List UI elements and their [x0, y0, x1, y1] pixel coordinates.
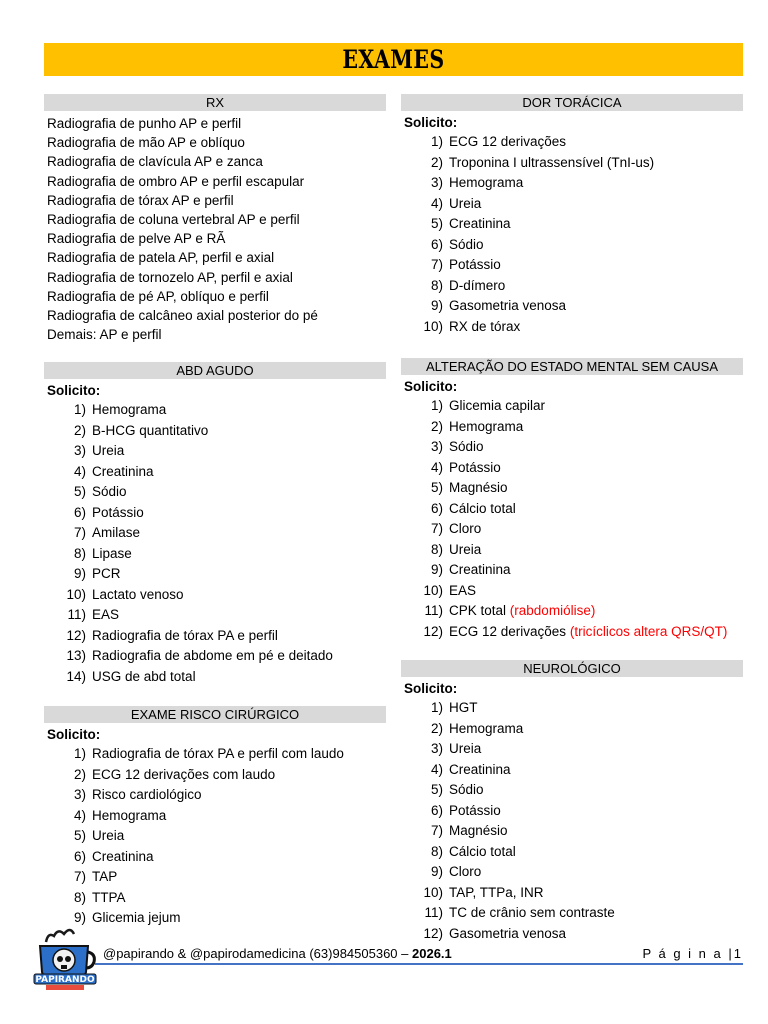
list-item — [401, 581, 743, 602]
list-item: Radiografia de mão AP e oblíquo — [47, 135, 245, 151]
item-text: Lipase — [92, 545, 132, 561]
item-text: PCR — [92, 566, 121, 581]
list-item — [401, 842, 743, 863]
item-number: 3) — [430, 439, 443, 454]
solicito-label: Solicito: — [47, 727, 101, 742]
list-item — [44, 626, 386, 647]
rx-list — [44, 114, 386, 344]
list-item — [401, 883, 743, 904]
item-number: 5) — [430, 216, 443, 231]
page-title: EXAMES — [342, 45, 445, 74]
footer — [95, 944, 743, 964]
item-number: 6) — [430, 236, 443, 252]
list-item — [401, 719, 743, 740]
item-number: 5) — [430, 782, 443, 797]
list-item — [401, 499, 743, 520]
item-text: Creatinina — [92, 848, 154, 864]
papirando-logo — [32, 922, 98, 994]
item-note: (rabdomiólise) — [509, 603, 596, 618]
item-number: 7) — [430, 257, 443, 272]
item-number: 10) — [66, 586, 86, 602]
list-item — [401, 903, 743, 924]
list-item — [44, 523, 386, 544]
list-item: Radiografia de tórax AP e perfil — [47, 192, 234, 208]
section-header-risco-cirurgico: EXAME RISCO CIRÚRGICO — [44, 706, 386, 723]
list-item — [44, 867, 386, 888]
list-item — [401, 698, 743, 719]
page-number — [642, 944, 743, 964]
item-number: 2) — [430, 154, 443, 170]
item-number: 8) — [430, 277, 443, 293]
item-text: Creatinina — [449, 562, 511, 577]
item-text: Hemograma — [92, 402, 167, 417]
item-text: Creatinina — [92, 463, 154, 479]
item-number: 6) — [73, 848, 86, 864]
item-text: Ureia — [449, 741, 482, 756]
item-number: 10) — [423, 318, 443, 334]
item-text: ECG 12 derivações — [449, 134, 567, 149]
item-text: Sódio — [449, 782, 484, 797]
item-number: 7) — [430, 521, 443, 536]
list-item: Radiografia de tornozelo AP, perfil e axial — [47, 269, 293, 285]
list-item: Radiografia de pelve AP e RÃ — [47, 231, 226, 247]
item-number: 9) — [430, 298, 443, 313]
item-number: 2) — [430, 720, 443, 736]
list-item — [44, 544, 386, 565]
item-number: 7) — [430, 823, 443, 838]
item-text: Hemograma — [449, 175, 524, 190]
item-text: Ureia — [92, 443, 125, 458]
list-item — [401, 739, 743, 760]
list-item — [401, 396, 743, 417]
list-item: Radiografia de punho AP e perfil — [47, 116, 242, 131]
item-number: 13) — [66, 648, 86, 663]
list-item — [44, 400, 386, 421]
list-item — [44, 605, 386, 626]
item-text: Gasometria venosa — [449, 925, 567, 941]
item-text: Ureia — [92, 828, 125, 843]
item-text: Hemograma — [449, 418, 524, 434]
item-number: 3) — [430, 741, 443, 756]
list-item — [401, 296, 743, 317]
item-number: 9) — [73, 910, 86, 925]
list-item — [44, 564, 386, 585]
solicito-label: Solicito: — [404, 681, 458, 696]
list-item: Radiografia de clavícula AP e zanca — [47, 154, 263, 170]
item-text: Cálcio total — [449, 500, 516, 516]
item-number: 14) — [66, 668, 86, 684]
item-number: 4) — [73, 463, 86, 479]
list-item — [401, 214, 743, 235]
item-number: 6) — [73, 504, 86, 520]
list-item — [401, 780, 743, 801]
list-item — [44, 826, 386, 847]
item-number: 9) — [73, 566, 86, 581]
skull-coffee-logo-icon — [32, 922, 98, 994]
list-item — [401, 622, 743, 643]
page-separator: | — [728, 946, 734, 961]
item-number: 1) — [430, 398, 443, 413]
item-text: Radiografia de abdome em pé e deitado — [92, 648, 333, 663]
item-number: 3) — [430, 175, 443, 190]
list-item: Radiografia de patela AP, perfil e axial — [47, 250, 275, 266]
section-header-estado-mental: ALTERAÇÃO DO ESTADO MENTAL SEM CAUSA — [401, 358, 743, 375]
item-number: 4) — [430, 459, 443, 475]
item-text: Hemograma — [449, 720, 524, 736]
list-item — [44, 667, 386, 688]
item-text: Amilase — [92, 525, 141, 540]
list-item — [44, 888, 386, 909]
list-item — [401, 235, 743, 256]
item-note: (tricíclicos altera QRS/QT) — [569, 623, 728, 639]
list-item: Radiografia de coluna vertebral AP e perfil — [47, 211, 300, 227]
list-item — [401, 760, 743, 781]
item-number: 1) — [430, 134, 443, 149]
right-column — [401, 94, 743, 944]
section-abd-agudo — [44, 362, 386, 706]
list-item — [401, 276, 743, 297]
item-text: Cloro — [449, 864, 482, 879]
item-number: 6) — [430, 802, 443, 818]
item-number: 7) — [73, 869, 86, 884]
item-text: CPK total — [449, 603, 507, 618]
item-text: B-HCG quantitativo — [92, 422, 209, 438]
list-item — [401, 132, 743, 153]
item-text: TC de crânio sem contraste — [449, 905, 615, 920]
item-number: 1) — [430, 700, 443, 715]
list-item — [401, 601, 743, 622]
item-number: 4) — [430, 195, 443, 211]
list-item — [44, 585, 386, 606]
item-text: Lactato venoso — [92, 586, 184, 602]
list-item: Radiografia de ombro AP e perfil escapular — [47, 173, 305, 189]
section-dor-toracica — [401, 94, 743, 358]
left-column — [44, 94, 386, 929]
item-number: 8) — [73, 545, 86, 561]
item-number: 3) — [73, 787, 86, 802]
footer-year: 2026.1 — [412, 946, 452, 961]
mental-list — [401, 396, 743, 642]
item-text: Sódio — [92, 484, 127, 499]
neuro-list — [401, 698, 743, 944]
list-item — [401, 317, 743, 338]
item-number: 10) — [423, 884, 443, 900]
item-text: Risco cardiológico — [92, 787, 202, 802]
item-number: 9) — [430, 864, 443, 879]
list-item — [44, 421, 386, 442]
item-text: ECG 12 derivações — [449, 623, 567, 639]
item-text: ECG 12 derivações com laudo — [92, 766, 276, 782]
item-number: 9) — [430, 562, 443, 577]
item-text: Hemograma — [92, 807, 167, 823]
item-text: TAP — [92, 869, 118, 884]
section-header-abd-agudo: ABD AGUDO — [44, 362, 386, 379]
list-item — [401, 801, 743, 822]
list-item — [401, 540, 743, 561]
list-item: Demais: AP e perfil — [47, 327, 162, 343]
item-number: 4) — [430, 761, 443, 777]
section-rx — [44, 94, 386, 362]
list-item — [44, 646, 386, 667]
list-item — [401, 173, 743, 194]
item-text: Magnésio — [449, 823, 508, 838]
item-number: 4) — [73, 807, 86, 823]
item-text: Sódio — [449, 236, 484, 252]
item-text: HGT — [449, 700, 478, 715]
list-item — [401, 417, 743, 438]
item-text: Radiografia de tórax PA e perfil com laudo — [92, 746, 344, 761]
risco-list — [44, 744, 386, 929]
item-text: Ureia — [449, 541, 482, 557]
title-bar — [44, 43, 743, 76]
list-item — [401, 255, 743, 276]
item-number: 1) — [73, 402, 86, 417]
page-word: P á g i n a — [642, 946, 723, 961]
solicito-label: Solicito: — [404, 379, 458, 394]
item-text: Creatinina — [449, 216, 511, 231]
list-item — [44, 482, 386, 503]
item-text: Sódio — [449, 439, 484, 454]
section-neurologico — [401, 660, 743, 944]
item-text: EAS — [92, 607, 120, 622]
section-header-dor-toracica: DOR TORÁCICA — [401, 94, 743, 111]
list-item — [401, 821, 743, 842]
footer-divider — [95, 963, 743, 965]
solicito-label: Solicito: — [404, 115, 458, 130]
item-number: 8) — [73, 889, 86, 905]
list-item: Radiografia de pé AP, oblíquo e perfil — [47, 288, 269, 304]
item-number: 8) — [430, 843, 443, 859]
list-item — [44, 785, 386, 806]
list-item — [401, 862, 743, 883]
item-text: Potássio — [92, 504, 144, 520]
item-number: 6) — [430, 500, 443, 516]
list-item — [44, 462, 386, 483]
item-number: 5) — [73, 828, 86, 843]
item-text: D-dímero — [449, 277, 506, 293]
item-text: Gasometria venosa — [449, 298, 567, 313]
list-item — [44, 503, 386, 524]
list-item — [44, 806, 386, 827]
list-item — [401, 519, 743, 540]
footer-credit — [103, 944, 452, 964]
list-item: Radiografia de calcâneo axial posterior do pé — [47, 307, 318, 323]
item-text: Magnésio — [449, 480, 508, 495]
item-text: TTPA — [92, 889, 126, 905]
item-number: 12) — [66, 627, 86, 643]
item-text: USG de abd total — [92, 668, 196, 684]
section-estado-mental — [401, 358, 743, 660]
page-num: 1 — [733, 946, 743, 961]
solicito-label: Solicito: — [47, 383, 101, 398]
list-item — [44, 744, 386, 765]
logo-text: PAPIRANDO — [35, 975, 95, 985]
item-number: 2) — [73, 766, 86, 782]
list-item — [401, 560, 743, 581]
item-number: 11) — [67, 607, 86, 622]
item-number: 11) — [424, 603, 443, 618]
item-text: Cloro — [449, 521, 482, 536]
item-number: 12) — [423, 623, 443, 639]
item-number: 1) — [73, 746, 86, 761]
list-item — [401, 194, 743, 215]
item-text: Ureia — [449, 195, 482, 211]
item-text: Potássio — [449, 802, 501, 818]
item-number: 2) — [430, 418, 443, 434]
list-item — [44, 441, 386, 462]
section-header-neurologico: NEUROLÓGICO — [401, 660, 743, 677]
item-number: 8) — [430, 541, 443, 557]
item-number: 3) — [73, 443, 86, 458]
item-text: Glicemia capilar — [449, 398, 546, 413]
item-text: Potássio — [449, 459, 501, 475]
item-text: RX de tórax — [449, 318, 521, 334]
item-text: Potássio — [449, 257, 501, 272]
item-text: EAS — [449, 582, 477, 598]
item-number: 5) — [73, 484, 86, 499]
item-text: Glicemia jejum — [92, 910, 181, 925]
item-text: Troponina I ultrassensível (TnI-us) — [449, 154, 655, 170]
item-text: TAP, TTPa, INR — [449, 884, 544, 900]
item-text: Creatinina — [449, 761, 511, 777]
section-risco-cirurgico — [44, 706, 386, 929]
list-item — [401, 458, 743, 479]
item-number: 12) — [423, 925, 443, 941]
item-number: 5) — [430, 480, 443, 495]
item-text: Radiografia de tórax PA e perfil — [92, 627, 278, 643]
item-number: 10) — [423, 582, 443, 598]
item-number: 11) — [424, 905, 443, 920]
list-item — [401, 478, 743, 499]
item-number: 7) — [73, 525, 86, 540]
abd-list — [44, 400, 386, 687]
item-text: Cálcio total — [449, 843, 516, 859]
item-number: 2) — [73, 422, 86, 438]
list-item — [44, 765, 386, 786]
section-header-rx: RX — [44, 94, 386, 111]
footer-credit-text: @papirando & @papirodamedicina (63)984505360 – — [103, 946, 409, 961]
dor-list — [401, 132, 743, 337]
list-item — [401, 924, 743, 945]
list-item — [401, 153, 743, 174]
list-item — [401, 437, 743, 458]
list-item — [44, 847, 386, 868]
